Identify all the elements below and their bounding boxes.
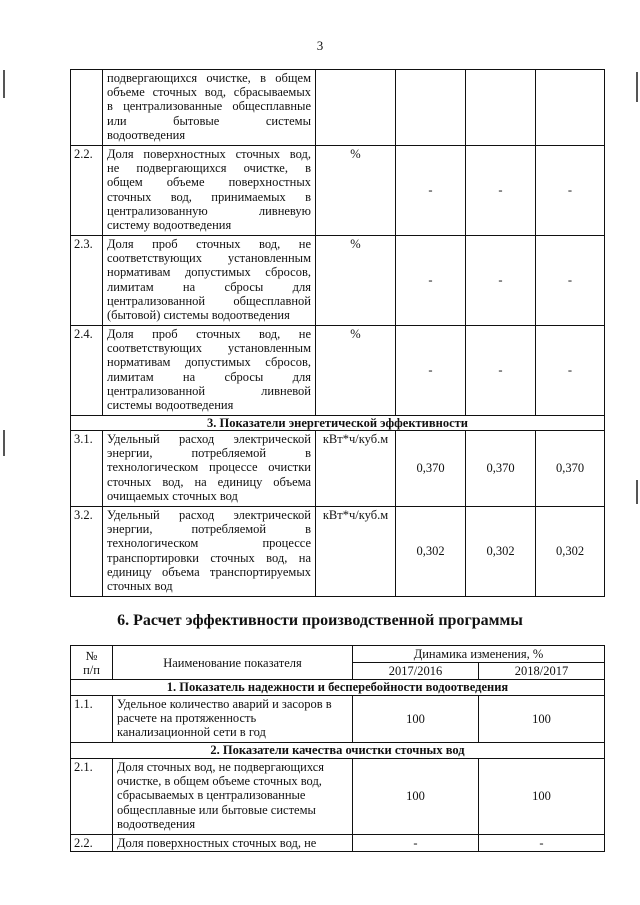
row-number: 2.2.	[71, 146, 103, 236]
col-header-number: № п/п	[71, 646, 113, 680]
row-number: 2.2.	[71, 835, 113, 852]
section-heading: 2. Показатели качества очистки сточных вод	[71, 743, 605, 759]
section-row	[71, 743, 605, 759]
scan-edge-mark	[636, 480, 638, 504]
col-header-2017-2016: 2017/2016	[353, 663, 479, 680]
section-row	[71, 680, 605, 696]
efficiency-table	[70, 645, 605, 852]
row-number: 2.3.	[71, 236, 103, 326]
page-number: 3	[316, 38, 324, 53]
section-row	[71, 416, 605, 431]
col-header-dynamics: Динамика изменения, %	[353, 646, 605, 663]
change-2017-2016: 100	[353, 696, 479, 743]
indicator-name: Удельное количество аварий и засоров в расчете на протяженность канализационной сети в год	[113, 696, 353, 743]
table-row	[71, 759, 605, 835]
indicator-name: Доля проб сточных вод, не соответствующих установленным нормативам допустимых сбросов, лимитам на сбросы для централизованной общесплавной (бытовой) системы водоотведения	[103, 236, 316, 326]
indicator-name: Удельный расход электрической энергии, потребляемой в технологическом процессе транспортировки сточных вод, на единицу объема транспортируемых сточных вод	[103, 507, 316, 597]
unit: %	[316, 146, 396, 236]
indicator-name: Доля проб сточных вод, не соответствующих установленным нормативам допустимых сбросов, лимитам на сбросы для централизованной ливневой системы водоотведения	[103, 326, 316, 416]
change-2018-2017: 100	[479, 696, 605, 743]
section-heading: 3. Показатели энергетической эффективности	[71, 416, 605, 431]
unit: %	[316, 326, 396, 416]
table-row	[71, 236, 605, 326]
row-number: 1.1.	[71, 696, 113, 743]
table-row	[71, 326, 605, 416]
scan-edge-mark	[3, 70, 5, 98]
value-2018: -	[536, 146, 605, 236]
value-2017: 0,302	[466, 507, 536, 597]
table-row	[71, 431, 605, 507]
indicator-name: Доля поверхностных сточных вод, не	[113, 835, 353, 852]
header-row	[71, 646, 605, 663]
table-row	[71, 70, 605, 146]
unit: %	[316, 236, 396, 326]
row-number: 2.4.	[71, 326, 103, 416]
indicator-name: Доля сточных вод, не подвергающихся очистке, в общем объеме сточных вод, сбрасываемых в централизованные общесплавные или бытовые системы водоотведения	[113, 759, 353, 835]
table-row	[71, 696, 605, 743]
table-row	[71, 835, 605, 852]
value-2016: -	[396, 326, 466, 416]
value-2018: -	[536, 326, 605, 416]
value-2017: -	[466, 236, 536, 326]
table-row	[71, 507, 605, 597]
indicator-name: Доля поверхностных сточных вод, не подвергающихся очистке, в общем объеме поверхностных сточных вод, принимаемых в централизованную ливневую систему водоотведения	[103, 146, 316, 236]
value-2018: -	[536, 236, 605, 326]
indicators-table	[70, 69, 605, 597]
value-2016: -	[396, 146, 466, 236]
value-2018: 0,370	[536, 431, 605, 507]
change-2017-2016: -	[353, 835, 479, 852]
change-2017-2016: 100	[353, 759, 479, 835]
col-header-name: Наименование показателя	[113, 646, 353, 680]
value-2018: 0,302	[536, 507, 605, 597]
scan-edge-mark	[636, 72, 638, 102]
indicator-name: подвергающихся очистке, в общем объеме сточных вод, сбрасываемых в централизованные общесплавные или бытовые системы водоотведения	[103, 70, 316, 146]
value-2017: 0,370	[466, 431, 536, 507]
value-2016: 0,302	[396, 507, 466, 597]
change-2018-2017: 100	[479, 759, 605, 835]
row-number: 3.1.	[71, 431, 103, 507]
row-number: 3.2.	[71, 507, 103, 597]
unit: кВт*ч/куб.м	[316, 431, 396, 507]
value-2016: -	[396, 236, 466, 326]
row-number: 2.1.	[71, 759, 113, 835]
change-2018-2017: -	[479, 835, 605, 852]
scan-edge-mark	[3, 430, 5, 456]
value-2016: 0,370	[396, 431, 466, 507]
value-2017: -	[466, 326, 536, 416]
indicator-name: Удельный расход электрической энергии, потребляемой в технологическом процессе очистки сточных вод, на единицу объема очищаемых сточных вод	[103, 431, 316, 507]
section-title: 6. Расчет эффективности производственной программы	[117, 612, 523, 629]
unit: кВт*ч/куб.м	[316, 507, 396, 597]
value-2017: -	[466, 146, 536, 236]
col-header-2018-2017: 2018/2017	[479, 663, 605, 680]
table-row	[71, 146, 605, 236]
section-heading: 1. Показатель надежности и бесперебойности водоотведения	[71, 680, 605, 696]
